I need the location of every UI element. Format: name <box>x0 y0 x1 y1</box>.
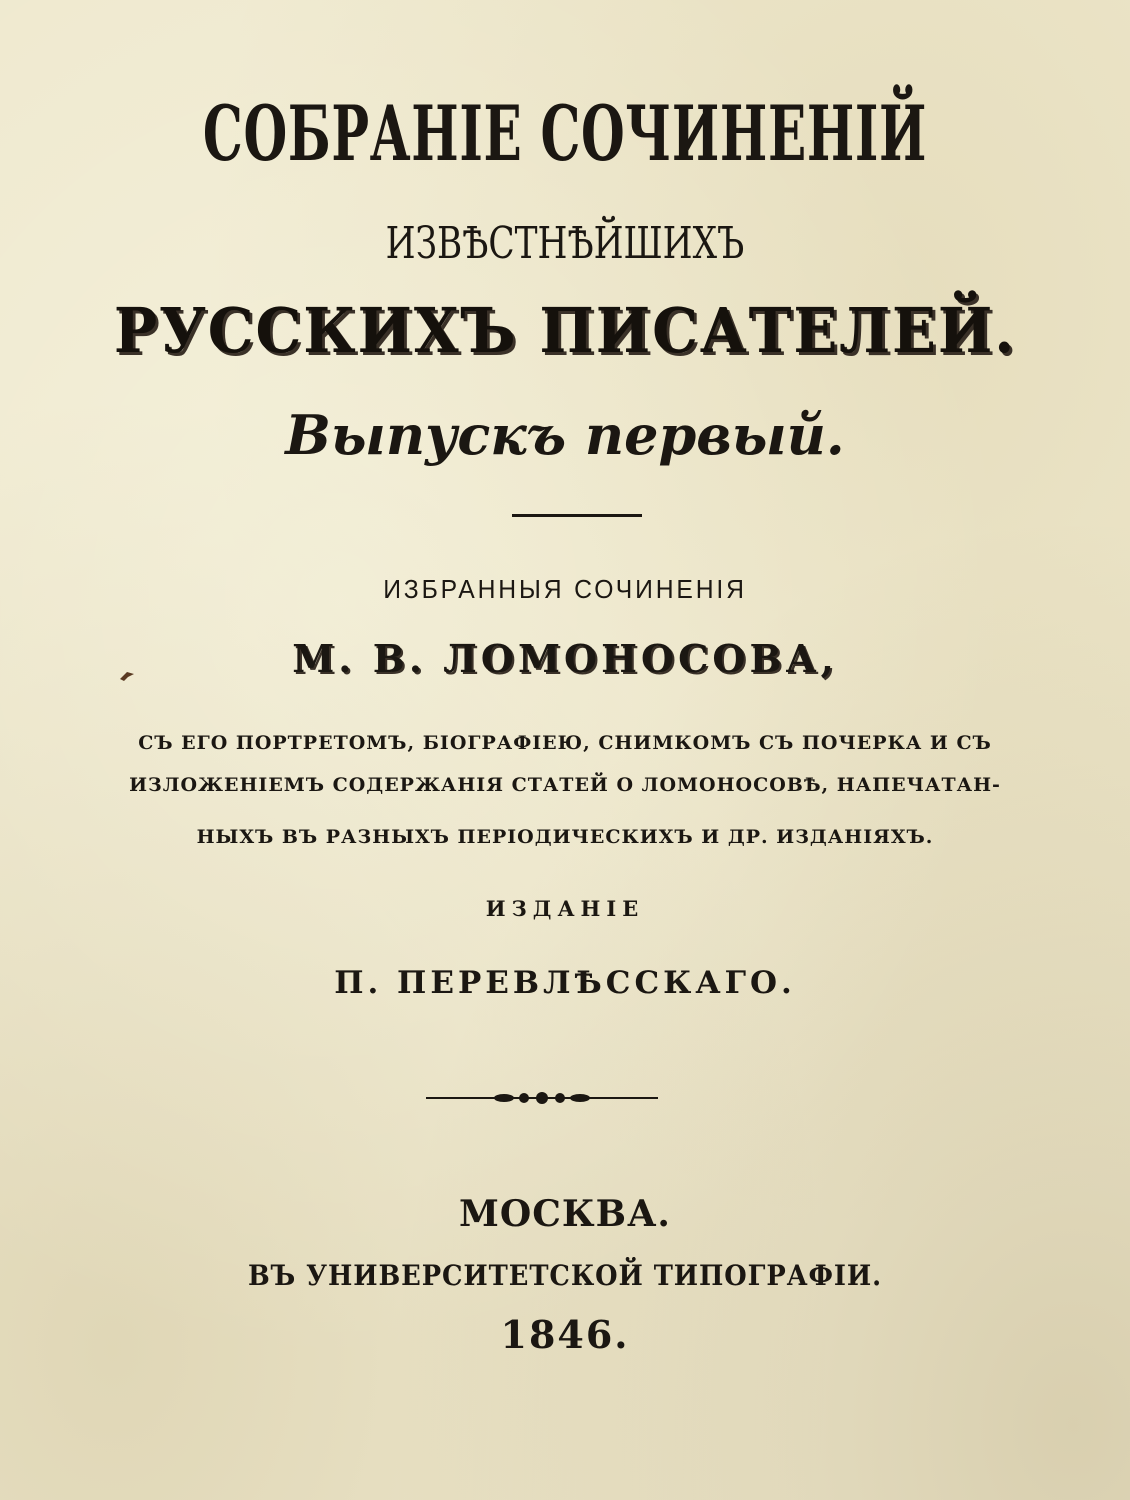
author-name: М. В. ЛОМОНОСОВА, <box>292 636 838 681</box>
imprint-press: ВЪ УНИВЕРСИТЕТСКОЙ ТИПОГРАФІИ. <box>247 1259 883 1292</box>
imprint-year: 1846. <box>500 1312 630 1357</box>
publisher-name: П. ПЕРЕВЛѢССКАГО. <box>334 965 796 1001</box>
description-line-1: СЪ ЕГО ПОРТРЕТОМЪ, БІОГРАФІЕЮ, СНИМКОМЪ СЪ ПОЧЕРКА И СЪ <box>138 732 992 754</box>
imprint-city: МОСКВА. <box>459 1193 671 1235</box>
description-line-2: ИЗЛОЖЕНІЕМЪ СОДЕРЖАНІЯ СТАТЕЙ О ЛОМОНОСОВѢ, НАПЕЧАТАН- <box>129 774 1001 796</box>
edition-label: ИЗДАНІЕ <box>485 896 645 921</box>
writers-title: РУССКИХЪ ПИСАТЕЛЕЙ. <box>113 294 1017 367</box>
famous-subtitle: ИЗВѢСТНѢЙШИХЪ <box>385 218 745 269</box>
issue-label: Выпускъ первый. <box>285 403 845 467</box>
decorative-rule-ornament-icon <box>426 1088 658 1108</box>
description-line-3: НЫХЪ ВЪ РАЗНЫХЪ ПЕРІОДИЧЕСКИХЪ И ДР. ИЗДАНІЯХЪ. <box>196 826 934 848</box>
title-divider <box>512 514 642 517</box>
collection-title: СОБРАНІЕ СОЧИНЕНІЙ <box>202 89 928 178</box>
selected-works-heading: ИЗБРАННЫЯ СОЧИНЕНІЯ <box>383 574 747 604</box>
